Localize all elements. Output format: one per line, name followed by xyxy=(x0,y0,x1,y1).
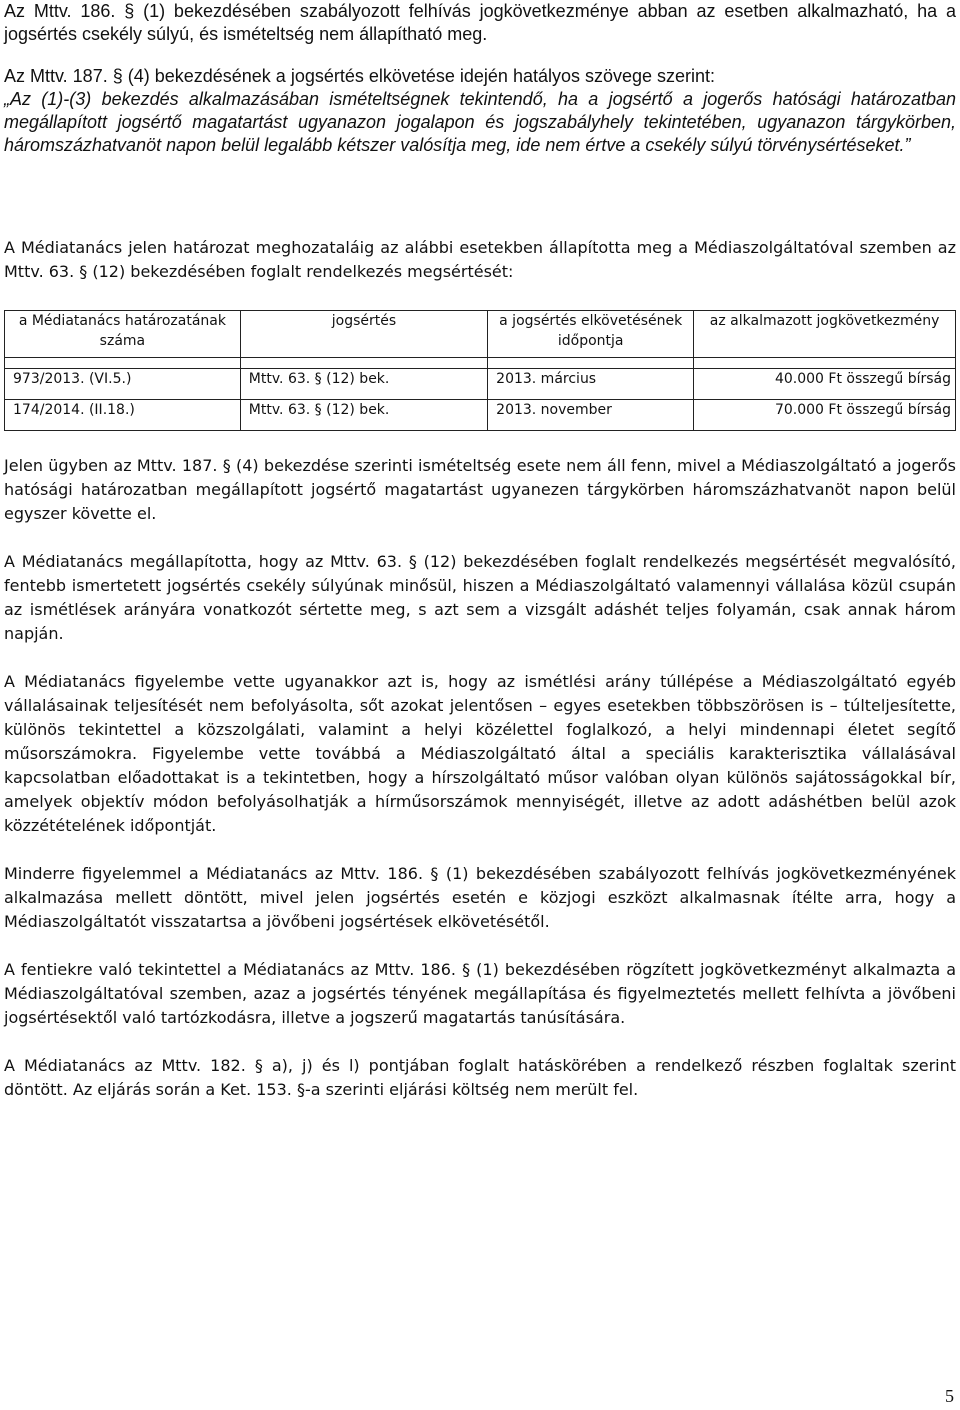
paragraph-csekely-sulyu: A Médiatanács megállapította, hogy az Mttv. 63. § (12) bekezdésében foglalt rendelkezés megsértését megvalósító, fentebb ismertetett jogsértés csekély súlyúnak minősül, hiszen a Médiaszolgáltató valamennyi vállalása közül csupán az ismétlések arányára vonatkozót sértette meg, s azt sem a vizsgált adáshét teljes folyamán, csak annak három napján. xyxy=(4,552,956,643)
table-cell: 973/2013. (VI.5.) xyxy=(5,369,241,400)
table-cell: Mttv. 63. § (12) bek. xyxy=(240,400,487,431)
table-header-row xyxy=(5,311,956,358)
table-header-cell: a jogsértés elkövetésének időpontja xyxy=(488,311,694,358)
paragraph-ismeteltseg xyxy=(4,65,956,157)
table-header-cell: jogsértés xyxy=(240,311,487,358)
table-spacer-row xyxy=(5,358,956,369)
paragraph-jelen-ugyben: Jelen ügyben az Mttv. 187. § (4) bekezdése szerinti ismételtség esete nem áll fenn, mivel a Médiaszolgáltató a jogerős hatósági határozatban megállapított jogsértő magatartást ugyanezen tárgykörben háromszázhatvanöt napon belül egyszer követte el. xyxy=(4,456,956,523)
table-cell: 174/2014. (II.18.) xyxy=(5,400,241,431)
table-header-cell: a Médiatanács határozatának száma xyxy=(5,311,241,358)
table-row xyxy=(5,369,956,400)
table-cell: 40.000 Ft összegű bírság xyxy=(694,369,956,400)
paragraph-intro-table: A Médiatanács jelen határozat meghozataláig az alábbi esetekben állapította meg a Médiaszolgáltatóval szemben az Mttv. 63. § (12) bekezdésében foglalt rendelkezés megsértését: xyxy=(4,238,956,281)
paragraph-figyelembe-vette: A Médiatanács figyelembe vette ugyanakkor azt is, hogy az ismétlési arány túllépése a Médiaszolgáltató egyéb vállalásainak teljesítését nem befolyásolta, sőt azokat jelentősen – egyes esetekben többszörösen is – túlteljesítette, különös tekintettel a közszolgálati, valamint a helyi közélettel foglalkozó, a helyi mindennapi életet segítő műsorszámokra. Figyelembe vette továbbá a Médiaszolgáltató által a speciális karakterisztika vállalásával kapcsolatban előadottakat is a tekintetben, hogy a hírszolgáltató műsor valóban olyan különös sajátosságokkal bír, amelyek objektív módon befolyásolhatják a hírműsorszámok mennyiségét, illetve az adott adáshétben belül azok közzétételének időpontját. xyxy=(4,672,956,835)
paragraph-fentiekre: A fentiekre való tekintettel a Médiatanács az Mttv. 186. § (1) bekezdésében rögzített jogkövetkezményt alkalmazta a Médiaszolgáltatóval szemben, azaz a jogsértés tényének megállapítása és figyelmeztetés mellett felhívta a jövőbeni jogsértésektől való tartózkodásra, illetve a jogszerű magatartás tanúsítására. xyxy=(4,960,956,1027)
paragraph-lead: Az Mttv. 187. § (4) bekezdésének a jogsértés elkövetése idején hatályos szövege szerint: xyxy=(4,66,716,86)
quoted-law-text: „Az (1)-(3) bekezdés alkalmazásában ismételtségnek tekintendő, ha a jogsértő a jogerős hatósági határozatban megállapított jogsértő magatartást ugyanazon jogalapon és jogszabályhely tekintetében, ugyanazon tárgykörben, háromszázhatvanöt napon belül legalább kétszer valósítja meg, ide nem értve a csekély súlyú törvénysértéseket.” xyxy=(4,89,956,155)
table-cell: 2013. március xyxy=(488,369,694,400)
table-row xyxy=(5,400,956,431)
table-cell: 2013. november xyxy=(488,400,694,431)
table-cell: Mttv. 63. § (12) bek. xyxy=(240,369,487,400)
paragraph-hataskor: A Médiatanács az Mttv. 182. § a), j) és l) pontjában foglalt hatáskörében a rendelkező részben foglaltak szerint döntött. Az eljárás során a Ket. 153. §-a szerinti eljárási költség nem merült fel. xyxy=(4,1056,956,1099)
paragraph-minderre: Minderre figyelemmel a Médiatanács az Mttv. 186. § (1) bekezdésében szabályozott felhívás jogkövetkezményének alkalmazása mellett döntött, mivel jelen jogsértés esetén e közjogi eszközt alkalmasnak ítélte arra, hogy a Médiaszolgáltatót visszatartsa a jövőbeni jogsértések elkövetésétől. xyxy=(4,864,956,931)
violations-table xyxy=(4,310,956,431)
paragraph-felhivas: Az Mttv. 186. § (1) bekezdésében szabályozott felhívás jogkövetkezménye abban az esetben alkalmazható, ha a jogsértés csekély súlyú, és ismételtség nem állapítható meg. xyxy=(4,1,956,44)
page-number: 5 xyxy=(945,1386,954,1406)
table-header-cell: az alkalmazott jogkövetkezmény xyxy=(694,311,956,358)
table-cell: 70.000 Ft összegű bírság xyxy=(694,400,956,431)
